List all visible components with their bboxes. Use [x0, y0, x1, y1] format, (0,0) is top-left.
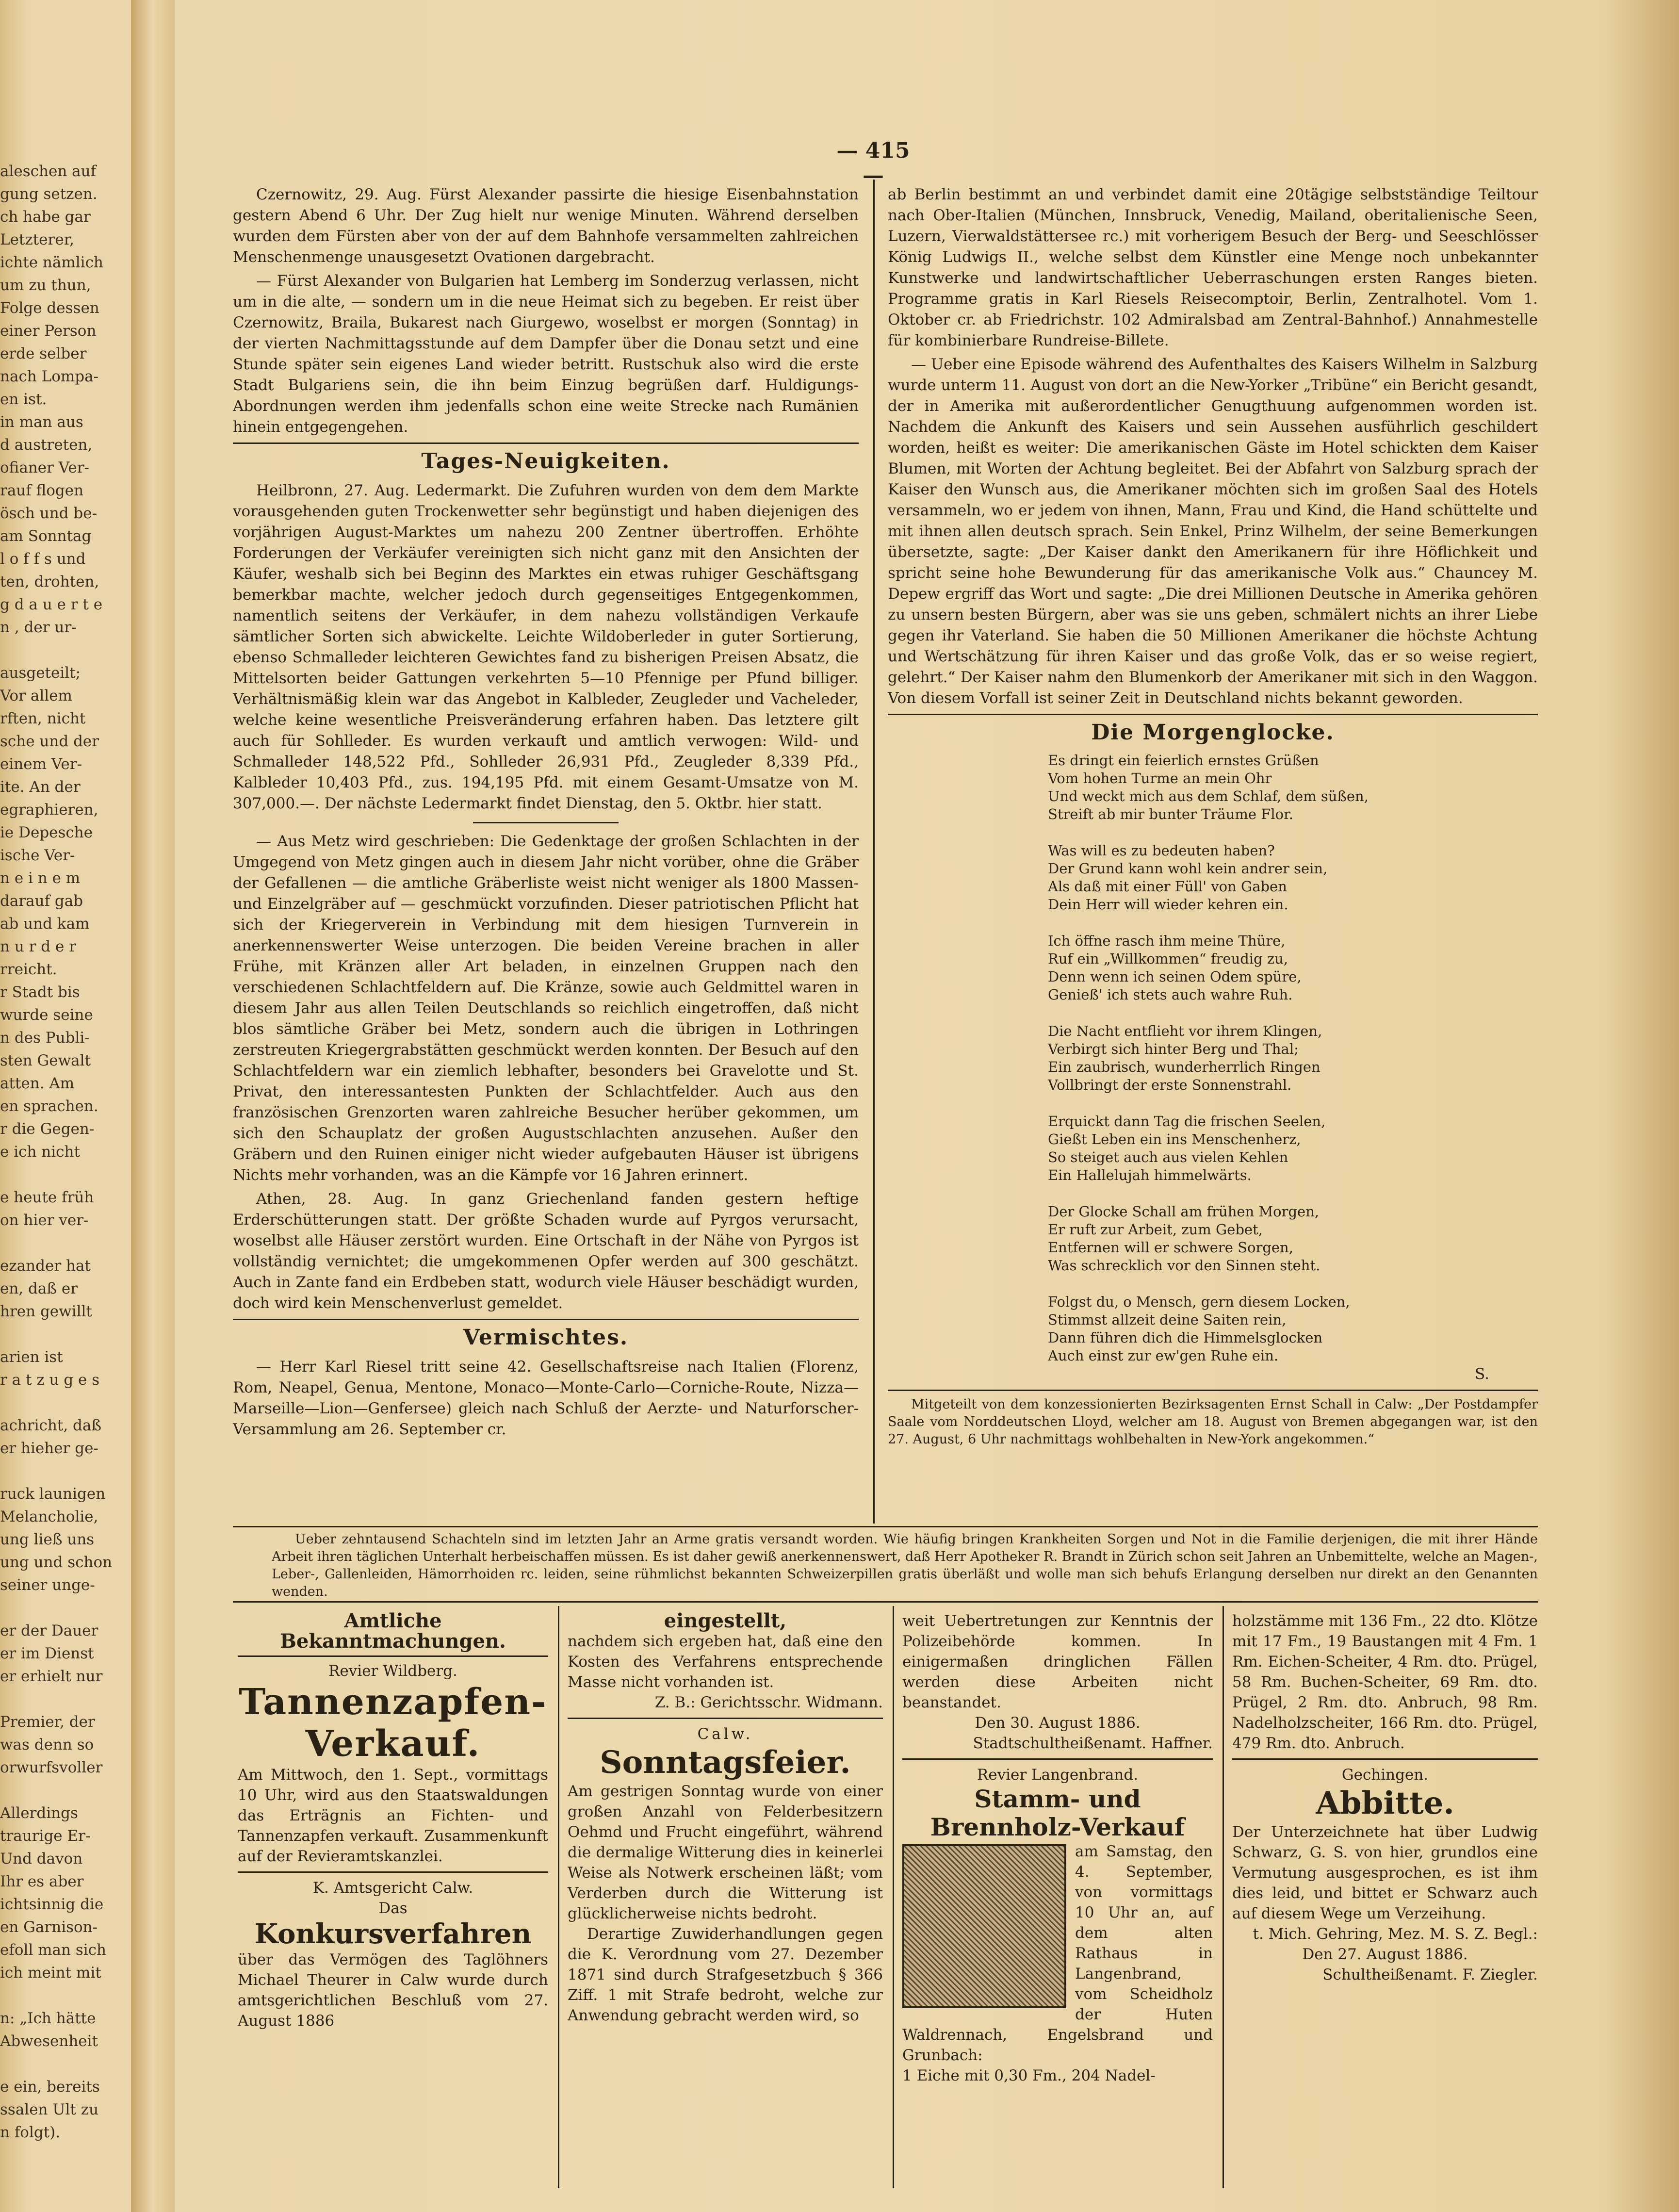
- prev-page-line: en ist.: [0, 391, 47, 408]
- prev-page-line: on hier ver-: [0, 1212, 89, 1229]
- prev-page-line: einer Person: [0, 322, 97, 340]
- prev-page-line: Vor allem: [0, 687, 72, 705]
- prev-page-line: ssalen Ult zu: [0, 2101, 99, 2118]
- polizei-date: Den 30. August 1886.: [975, 1714, 1141, 1732]
- prev-page-line: en, daß er: [0, 1280, 78, 1297]
- prev-page-line: am Sonntag: [0, 527, 92, 545]
- divider: [888, 1390, 1538, 1391]
- brennholz-item: 1 Eiche mit 0,30 Fm., 204 Nadel-: [902, 2067, 1156, 2084]
- prev-page-line: efoll man sich: [0, 1941, 107, 1959]
- prev-page-line: Ihr es aber: [0, 1873, 84, 1890]
- article-athen: Athen, 28. Aug. In ganz Griechenland fanden gestern heftige Erderschütterungen statt. Der größte Schaden wurde auf Pyrgos verursacht, woselbst alle Häuser zerstört wurden. Eine Ortschaft in der Nähe von Pyrgos ist vollständig vernichtet; die umgekommenen Opfer werden auf 300 geschätzt. Auch in Zante fand ein Erdbeben statt, wodurch viele Häuser beschädigt wurden, doch wird kein Menschenverlust gemeldet.: [233, 1190, 859, 1312]
- prev-page-line: ichte nämlich: [0, 254, 103, 271]
- prev-page-line: n folgt).: [0, 2124, 61, 2141]
- brennholz-text: am Samstag, den 4. September, von vormittags 10 Uhr an, auf dem alten Rathaus in Langenbrand, vom Scheidholz der Huten Waldrennach, Engelsbrand und Grunbach:: [902, 1843, 1213, 2064]
- prev-page-line: Abwesenheit: [0, 2032, 98, 2050]
- amtliche-heading: Amtliche Bekanntmachungen.: [280, 1609, 506, 1653]
- heading-tages-neuigkeiten: Tages-Neuigkeiten.: [421, 449, 670, 474]
- abbitte-signature: t. Mich. Gehring, Mez. M. S. Z. Begl.:: [1253, 1925, 1538, 1943]
- poem-line: Gießt Leben ein ins Menschenherz,: [1048, 1131, 1301, 1147]
- poem-stanza: [1048, 932, 1538, 1004]
- poem-line: Die Nacht entflieht vor ihrem Klingen,: [1048, 1023, 1322, 1039]
- prev-page-line: [0, 1232, 124, 1255]
- poem-line: Vom hohen Turme an mein Ohr: [1048, 770, 1272, 786]
- column-divider: [873, 180, 875, 1524]
- divider: [568, 1718, 883, 1719]
- amtsgericht-label: K. Amtsgericht Calw.: [312, 1879, 473, 1897]
- prev-page-line: ten, drohten,: [0, 573, 99, 590]
- prev-page-line: [0, 639, 124, 662]
- prev-page-line: rreicht.: [0, 961, 57, 978]
- prev-page-line: aleschen auf: [0, 163, 97, 180]
- poem-line: Dann führen dich die Himmelsglocken: [1048, 1329, 1323, 1346]
- prev-page-line: r Stadt bis: [0, 983, 80, 1001]
- prev-page-line: n e i n e m: [0, 869, 81, 887]
- woodcut-illustration: [902, 1844, 1066, 2008]
- advert-strip: [272, 1531, 1538, 1604]
- prev-page-line: ab und kam: [0, 915, 90, 933]
- prev-page-line: ische Ver-: [0, 847, 75, 864]
- prev-page-line: [0, 1392, 124, 1414]
- prev-page-line: [0, 1460, 124, 1483]
- book-spine: [131, 0, 175, 2212]
- prev-page-line: [0, 1323, 124, 1346]
- prev-page-line: sche und der: [0, 733, 99, 750]
- prev-page-line: [0, 1688, 124, 1711]
- poem-line: Verbirgt sich hinter Berg und Thal;: [1048, 1041, 1299, 1057]
- poem-stanza: [1048, 842, 1538, 914]
- prev-page-line: n , der ur-: [0, 619, 77, 636]
- column-divider: [558, 1606, 559, 2188]
- poem-stanza: [1048, 1203, 1538, 1275]
- tannenzapfen-text: Am Mittwoch, den 1. Sept., vormittags 10 Uhr, wird aus den Staatswaldungen das Erträgnis an Fichten- und Tannenzapfen verkauft. Zusammenkunft auf der Revieramtskanzlei.: [238, 1766, 548, 1865]
- prev-page-line: gung setzen.: [0, 185, 98, 203]
- poem-line: Ein zaubrisch, wunderherrlich Ringen: [1048, 1059, 1320, 1075]
- prev-page-line: orwurfsvoller: [0, 1759, 103, 1776]
- prev-page-line: er der Dauer: [0, 1622, 98, 1639]
- poem-line: Erquickt dann Tag die frischen Seelen,: [1048, 1113, 1326, 1130]
- prev-page-line: erde selber: [0, 345, 87, 362]
- divider: [233, 1319, 859, 1320]
- poem-line: Folgst du, o Mensch, gern diesem Locken,: [1048, 1294, 1350, 1310]
- column-left: [233, 184, 859, 1443]
- prev-page-line: d austreten,: [0, 436, 93, 454]
- prev-page-line: [0, 1597, 124, 1620]
- prev-page-line: Letzterer,: [0, 231, 74, 248]
- prev-page-line: en Garnison-: [0, 1918, 98, 1936]
- divider: [1232, 1758, 1538, 1760]
- advert-schweizerpillen: Ueber zehntausend Schachteln sind im letzten Jahr an Arme gratis versandt worden. Wie häufig bringen Krankheiten Sorgen und Not in die Familie derjenigen, die mit ihrer Hände Arbeit ihren täglichen Unterhalt herbeischaffen müssen. Es ist daher gewiß anerkennenswert, daß Herr Apotheker R. Brandt in Zürich schon seit Jahren an Unbemittelte, welche an Magen-, Leber-, Gallenleiden, Hämorrhoiden rc. leiden, seine rühmlichst bekannten Schweizerpillen gratis überläßt und wolle man sich behufs Erlangung derselben nur direkt an den Genannten wenden.: [272, 1532, 1538, 1599]
- poem-line: Genieß' ich stets auch wahre Ruh.: [1048, 986, 1293, 1003]
- das-label: Das: [378, 1900, 408, 1917]
- poem-stanza: [1048, 1022, 1538, 1094]
- prev-page-line: Allerdings: [0, 1804, 78, 1822]
- prev-page-line: ofianer Ver-: [0, 459, 89, 476]
- prev-page-line: ung und schon: [0, 1554, 113, 1571]
- polizei-text: weit Uebertretungen zur Kenntnis der Polizeibehörde kommen. In einigermaßen dringlichen Fällen werden diese Arbeiten nicht beanstandet.: [902, 1612, 1213, 1711]
- prev-page-line: traurige Er-: [0, 1827, 91, 1845]
- poem-morgenglocke: [1048, 752, 1538, 1365]
- poem-line: Was will es zu bedeuten haben?: [1048, 842, 1275, 859]
- prev-page-line: seiner unge-: [0, 1576, 95, 1594]
- prev-page-line: er hieher ge-: [0, 1440, 98, 1457]
- prev-page-line: einem Ver-: [0, 755, 82, 773]
- prev-page-line: e heute früh: [0, 1189, 94, 1206]
- konkurs-text: über das Vermögen des Taglöhners Michael Theurer in Calw wurde durch amtsgerichtlichen Beschluß vom 27. August 1886: [238, 1951, 548, 2030]
- prev-page-line: ausgeteilt;: [0, 664, 81, 682]
- column-right: [888, 184, 1538, 1451]
- poem-line: Denn wenn ich seinen Odem spüre,: [1048, 968, 1302, 985]
- prev-page-line: [0, 1163, 124, 1186]
- prev-page-line: Folge dessen: [0, 299, 99, 317]
- poem-line: Entfernen will er schwere Sorgen,: [1048, 1239, 1293, 1256]
- article-metz: — Aus Metz wird geschrieben: Die Gedenktage der großen Schlachten in der Umgegend von Metz gingen auch in diesem Jahr nicht vorüber, ohne die Gräber der Gefallenen — die amtliche Gräberliste weist nicht weniger als 1800 Massen- und Einzelgräber auf — geschmückt vorzufinden. Dieser patriotischen Pflicht hat sich der Kriegerverein in Verbindung mit dem hiesigen Turnverein in anerkennenswerter Weise unterzogen. Die beiden Vereine brachen in aller Frühe, mit Kränzen aller Art beladen, in einzelnen Gruppen nach den verschiedenen Schlachtfeldern auf. Die Kränze, sowie auch Geldmittel waren in diesem Jahr aus allen Teilen Deutschlands so reichlich eingetroffen, daß nicht blos sämtliche Gräber bei Metz, sondern auch die übrigen in Lothringen zerstreuten Kriegergrabstätten geschmückt werden konnten. Der Besuch auf den Schlachtfeldern war ein ziemlich lebhafter, besonders bei Gravelotte und St. Privat, den interessantesten Punkten der Schlachtfelder. Auch aus den französischen Grenzorten waren zahlreiche Besucher herüber gekommen, um sich den Schauplatz der großen Augustschlachten anzusehen. Außer den Gräbern und den Ruinen einiger nicht wieder aufgebauten Häuser ist übrigens Nichts mehr vorhanden, was an die Kämpfe vor 16 Jahren erinnert.: [233, 833, 859, 1184]
- poem-line: Stimmst allzeit deine Saiten rein,: [1048, 1311, 1287, 1328]
- poem-line: Der Grund kann wohl kein andrer sein,: [1048, 860, 1328, 877]
- prev-page-line: ruck launigen: [0, 1485, 106, 1503]
- poem-line: Dein Herr will wieder kehren ein.: [1048, 896, 1288, 913]
- polizei-signature: Stadtschultheißenamt. Haffner.: [973, 1735, 1213, 1752]
- section-divider: [233, 1526, 1538, 1527]
- prev-page-line: r die Gegen-: [0, 1120, 95, 1138]
- poem-line: Und weckt mich aus dem Schlaf, dem süßen,: [1048, 788, 1369, 804]
- prev-page-line: darauf gab: [0, 892, 83, 910]
- prev-page-line: ung ließ uns: [0, 1531, 95, 1548]
- brennholz-title: Stamm- und Brennholz-Verkauf: [930, 1785, 1185, 1841]
- prev-page-line: er erhielt nur: [0, 1668, 103, 1685]
- prev-page-line: [0, 2053, 124, 2076]
- divider: [238, 1655, 548, 1657]
- article-heilbronn: Heilbronn, 27. Aug. Ledermarkt. Die Zufuhren wurden von dem dem Markte vorausgehenden guten Trockenwetter sehr begünstigt und haben diejenigen des vorjährigen August-Marktes um nahezu 200 Zentner übertroffen. Erhöhte Forderungen der Verkäufer vereinigten sich nicht ganz mit den Ansichten der Käufer, weshalb sich bei Beginn des Marktes ein etwas ruhiger Geschäftsgang bemerkbar machte, welcher jedoch durch gegenseitiges Entgegenkommen, namentlich seitens der Verkäufer, in dem nahezu vollständigen Verkaufe sämtlicher Sorten sich abwickelte. Leichte Wildoberleder in guter Sortierung, ebenso Schmalleder leichteren Gewichtes fand zu bisherigen Preisen Absatz, die Mittelsorten beider Gattungen verkehrten 5—10 Pfennige per Pfund billiger. Verhältnismäßig klein war das Angebot in Kalbleder, Zeugleder und Vacheleder, welche keine wesentliche Preisveränderung erfahren haben. Das letztere gilt auch für Sohlleder. Es wurden verkauft und amtlich verwogen: Wild- und Schmalleder 148,522 Pfd., Sohlleder 26,931 Pfd., Zeugleder 8,339 Pfd., Kalbleder 10,403 Pfd., zus. 194,195 Pfd. mit einem Gesamt-Umsatze von M. 307,000.—. Der nächste Ledermarkt findet Dienstag, den 5. Oktbr. hier statt.: [233, 482, 859, 812]
- prev-page-line: g d a u e r t e: [0, 596, 103, 613]
- poem-line: Der Glocke Schall am frühen Morgen,: [1048, 1203, 1320, 1220]
- prev-page-line: l o f f s und: [0, 550, 86, 568]
- prev-page-line: atten. Am: [0, 1075, 75, 1092]
- poem-line: Es dringt ein feierlich ernstes Grüßen: [1048, 752, 1319, 769]
- prev-page-line: in man aus: [0, 413, 83, 431]
- prev-page-line: [0, 1779, 124, 1802]
- prev-page-line: achricht, daß: [0, 1417, 102, 1434]
- prev-page-line: ite. An der: [0, 778, 81, 796]
- poem-stanza: [1048, 752, 1538, 823]
- prev-page-line: sten Gewalt: [0, 1052, 91, 1069]
- poem-line: Ein Hallelujah himmelwärts.: [1048, 1167, 1252, 1183]
- poem-line: Vollbringt der erste Sonnenstrahl.: [1048, 1077, 1292, 1093]
- abbitte-office: Schultheißenamt. F. Ziegler.: [1322, 1966, 1538, 1983]
- sonntagsfeier-text-2: Derartige Zuwiderhandlungen gegen die K. Verordnung vom 27. Dezember 1871 sind durch Strafgesetzbuch § 366 Ziff. 1 mit Strafe bedroht, welche zur Anwendung gebracht werden wird, so: [568, 1925, 883, 2024]
- divider: [473, 822, 619, 823]
- poem-line: Auch einst zur ew'gen Ruhe ein.: [1048, 1347, 1279, 1364]
- konkurs-title: Konkursverfahren: [254, 1918, 532, 1950]
- prev-page-line: Melancholie,: [0, 1508, 98, 1525]
- poem-line: Streift ab mir bunter Träume Flor.: [1048, 806, 1293, 822]
- prev-page-line: um zu thun,: [0, 277, 91, 294]
- prev-page-line: [0, 1984, 124, 2007]
- prev-page-line: e ich nicht: [0, 1143, 80, 1161]
- poem-line: Ruf ein „Willkommen“ freudig zu,: [1048, 950, 1288, 967]
- eingestellt-signature: Z. B.: Gerichtsschr. Widmann.: [654, 1694, 883, 1711]
- prev-page-line: n: „Ich hätte: [0, 2010, 96, 2027]
- poem-stanza: [1048, 1113, 1538, 1184]
- langenbrand-label: Revier Langenbrand.: [977, 1766, 1139, 1784]
- calw-label: Calw.: [697, 1725, 753, 1743]
- prev-page-line: rauf flogen: [0, 482, 84, 499]
- poem-line: Was schrecklich vor den Sinnen steht.: [1048, 1257, 1320, 1274]
- page-number: — 415 —: [836, 138, 910, 188]
- divider: [902, 1758, 1213, 1760]
- column-divider: [893, 1606, 894, 2188]
- prev-page-line: n des Publi-: [0, 1029, 90, 1047]
- notices-column-4: [1232, 1611, 1538, 1985]
- divider: [233, 442, 859, 444]
- prev-page-line: en sprachen.: [0, 1098, 98, 1115]
- prev-page-line: hren gewillt: [0, 1303, 92, 1320]
- prev-page-line: e ein, bereits: [0, 2078, 100, 2096]
- notices-column-1: [238, 1611, 548, 2031]
- prev-page-line: ich meint mit: [0, 1964, 101, 1982]
- column-divider: [1223, 1606, 1224, 2188]
- section-divider: [233, 1601, 1538, 1603]
- poem-signature: S.: [1475, 1365, 1489, 1383]
- poem-line: So steiget auch aus vielen Kehlen: [1048, 1149, 1288, 1165]
- article-czernowitz: Czernowitz, 29. Aug. Fürst Alexander passirte die hiesige Eisenbahnstation gestern Abend 6 Uhr. Der Zug hielt nur wenige Minuten. Während derselben wurden dem Fürsten aber von der auf dem Bahnhofe versammelten zahlreichen Menschenmenge unausgesetzt Ovationen dargebracht.: [233, 186, 859, 266]
- sonntagsfeier-text: Am gestrigen Sonntag wurde von einer großen Anzahl von Felderbesitzern Oehmd und Frucht eingeführt, während die dermalige Witterung dies in keinerlei Weise als Notwerk erscheinen läßt; vom Verderben durch die Witterung ist glücklicherweise nichts bedroht.: [568, 1783, 883, 1922]
- abbitte-date: Den 27. August 1886.: [1302, 1946, 1468, 1963]
- prev-page-line: er im Dienst: [0, 1645, 94, 1662]
- heading-vermischtes: Vermischtes.: [463, 1325, 629, 1350]
- sonntagsfeier-title: Sonntagsfeier.: [600, 1744, 851, 1781]
- prev-page-line: wurde seine: [0, 1006, 93, 1024]
- article-berlin: ab Berlin bestimmt an und verbindet damit eine 20tägige selbstständige Teiltour nach Ober-Italien (München, Innsbruck, Venedig, Mailand, oberitalienische Seen, Luzern, Vierwaldstättersee rc.) mit vorherigem Besuch der Berg- und Seeschlösser König Ludwigs II., welche selbst dem Künstler eine Menge noch unbekannter Kunstwerke und landwirtschaftlicher Ueberraschungen ersten Ranges bieten. Programme gratis in Karl Riesels Reisecomptoir, Berlin, Zentralhotel. Vom 1. Oktober cr. ab Friedrichstr. 102 Admiralsbad am Zentral-Bahnhof.) Annahmestelle für kombinierbare Rundreise-Billete.: [888, 186, 1538, 349]
- article-kaiser: — Ueber eine Episode während des Aufenthaltes des Kaisers Wilhelm in Salzburg wurde unterm 11. August von dort an die New-Yorker „Tribüne“ ein Bericht gesandt, der in Amerika mit außerordentlicher Genugthuung aufgenommen worden ist. Nachdem die Ankunft des Kaisers und sein Aussehen ausführlich geschildert worden, heißt es weiter: Die amerikanischen Gäste im Hotel schickten dem Kaiser Blumen, mit Worten der Achtung begleitet. Bei der Abfahrt von Salzburg sprach der Kaiser den Wunsch aus, die Amerikaner möchten sich im großen Saal des Hotels versammeln, wo er jedem von ihnen, Mann, Frau und Kind, die Hand schüttelte und mit ihnen allen deutsch sprach. Sein Enkel, Prinz Wilhelm, der seine Bemerkungen übersetzte, sagte: „Der Kaiser dankt den Amerikanern für ihre Höflichkeit und spricht seine hohe Bewunderung für das amerikanische Volk aus.“ Chauncey M. Depew ergriff das Wort und sagte: „Die drei Millionen Deutsche in Amerika gehören zu unsern besten Bürgern, aber was sie uns geben, schmälert nichts an ihrer Liebe gegen ihr Vaterland. Sie haben die 50 Millionen Amerikaner die höchste Achtung und Wertschätzung für ihren Kaiser und das große Volk, das er so weise regiert, gelehrt.“ Der Kaiser nahm den Blumenkorb der Amerikaner mit sich in den Waggon. Von diesem Vorfall ist seiner Zeit in Deutschland nichts bekannt geworden.: [888, 356, 1538, 707]
- prev-page-line: arien ist: [0, 1348, 63, 1366]
- prev-page-line: rften, nicht: [0, 710, 86, 727]
- previous-page-column: [0, 160, 124, 2144]
- poem-line: Er ruft zur Arbeit, zum Gebet,: [1048, 1221, 1263, 1238]
- article-alexander: — Fürst Alexander von Bulgarien hat Lemberg im Sonderzug verlassen, nicht um in die alte, — sondern um in die neue Heimat sich zu begeben. Er reist über Czernowitz, Braila, Bukarest nach Giurgewo, woselbst er morgen (Sonntag) in der vierten Nachmittagsstunde auf dem Dampfer über die Donau setzt und eine Stunde später sein eigenes Land wieder betritt. Rustschuk also wird die erste Stadt Bulgariens sein, die ihn beim Einzug begrüßen darf. Huldigungs-Abordnungen werden ihm jedenfalls schon eine weite Strecke nach Rumänien hinein entgegengehen.: [233, 272, 859, 436]
- poem-stanza: [1048, 1293, 1538, 1365]
- divider: [238, 1871, 548, 1873]
- prev-page-line: nach Lompa-: [0, 368, 99, 385]
- poem-line: Ich öffne rasch ihm meine Thüre,: [1048, 933, 1286, 949]
- eingestellt-title: eingestellt,: [664, 1609, 787, 1632]
- notices-column-3: [902, 1611, 1213, 2086]
- article-riesel: — Herr Karl Riesel tritt seine 42. Gesellschaftsreise nach Italien (Florenz, Rom, Neapel, Genua, Mentone, Monaco—Monte-Carlo—Corniche-Route, Nizza—Marseille—Lion—Genfersee) gleich nach Schluß der Aerzte- und Naturforscher-Versammlung am 26. September cr.: [233, 1358, 859, 1438]
- shipping-notice: Mitgeteilt von dem konzessionierten Bezirksagenten Ernst Schall in Calw: „Der Postdampfer Saale vom Norddeutschen Lloyd, welcher am 18. August von Bremen abgegangen war, ist den 27. August, 6 Uhr nachmittags wohlbehalten in New-York angekommen.“: [888, 1397, 1538, 1447]
- prev-page-line: ie Depesche: [0, 824, 93, 841]
- holz-list-text: holzstämme mit 136 Fm., 22 dto. Klötze mit 17 Fm., 19 Baustangen mit 4 Fm. 1 Rm. Eichen-Scheiter, 4 Rm. dto. Prügel, 58 Rm. Buchen-Scheiter, 69 Rm. dto. Prügel, 2 Rm. dto. Anbruch, 98 Rm. Nadelholzscheiter, 166 Rm. dto. Prügel, 479 Rm. dto. Anbruch.: [1232, 1612, 1538, 1752]
- prev-page-line: ichtsinnig die: [0, 1896, 104, 1913]
- abbitte-text: Der Unterzeichnete hat über Ludwig Schwarz, G. S. von hier, grundlos eine Vermutung ausgesprochen, es ist ihm dies leid, und bittet er Schwarz auch auf diesem Wege um Verzeihung.: [1232, 1823, 1538, 1922]
- notices-column-2: [568, 1611, 883, 2026]
- prev-page-line: n u r d e r: [0, 938, 77, 955]
- prev-page-line: ösch und be-: [0, 505, 98, 522]
- poem-line: Als daß mit einer Füll' von Gaben: [1048, 878, 1287, 895]
- wildberg-label: Revier Wildberg.: [328, 1662, 457, 1680]
- divider: [888, 714, 1538, 715]
- prev-page-line: egraphieren,: [0, 801, 98, 819]
- prev-page-line: r a t z u g e s: [0, 1371, 100, 1389]
- eingestellt-text: nachdem sich ergeben hat, daß eine den Kosten des Verfahrens entsprechende Masse nicht vorhanden ist.: [568, 1633, 883, 1691]
- prev-page-line: Premier, der: [0, 1713, 95, 1731]
- prev-page-line: ezander hat: [0, 1257, 91, 1275]
- abbitte-title: Abbitte.: [1316, 1785, 1454, 1821]
- prev-page-line: was denn so: [0, 1736, 94, 1753]
- prev-page-line: ch habe gar: [0, 208, 91, 226]
- poem-title: Die Morgenglocke.: [1091, 720, 1335, 745]
- tannenzapfen-title: Tannenzapfen-Verkauf.: [239, 1681, 547, 1765]
- prev-page-line: Und davon: [0, 1850, 83, 1868]
- gechingen-label: Gechingen.: [1341, 1766, 1429, 1784]
